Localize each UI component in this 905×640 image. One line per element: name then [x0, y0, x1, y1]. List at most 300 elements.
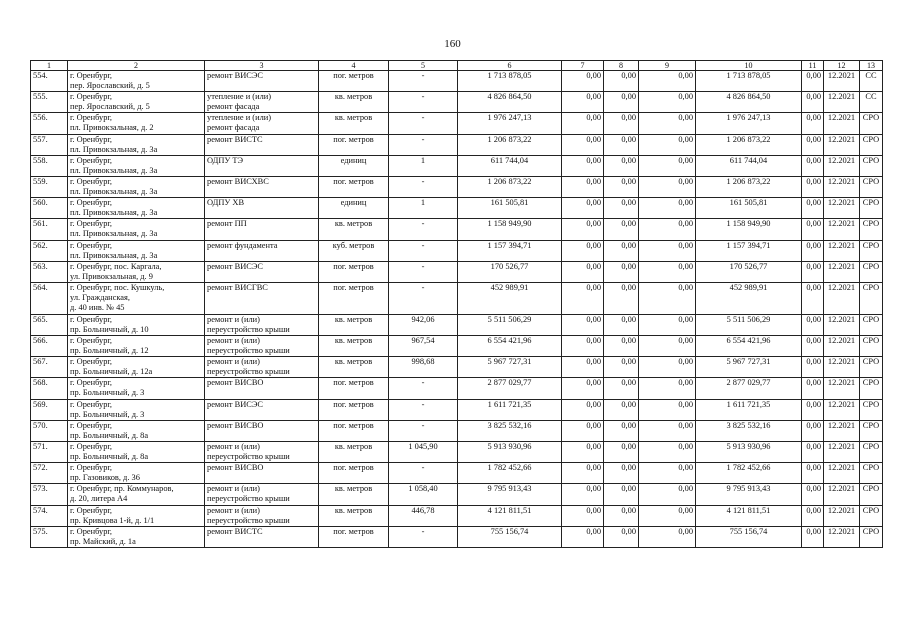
- address-cell-line: пл. Привокзальная, д. 2: [70, 123, 154, 133]
- value-cell-11: 0,00: [802, 198, 824, 219]
- column-header-13: 13: [860, 61, 883, 71]
- work-type-cell-line: переустройство крыши: [207, 494, 290, 504]
- quantity-cell: 1 058,40: [389, 484, 458, 505]
- value-cell-9: 0,00: [639, 420, 696, 441]
- quantity-cell: -: [389, 463, 458, 484]
- address-cell-line: пр. Больничный, д. 8а: [70, 430, 149, 440]
- unit-cell: кв. метров: [319, 219, 389, 240]
- work-type-cell: [205, 336, 319, 357]
- address-cell-line: г. Оренбург, пр. Коммунаров,: [70, 484, 174, 494]
- column-header-4: 4: [319, 61, 389, 71]
- work-type-cell: [205, 357, 319, 378]
- cost-cell: 611 744,04: [458, 155, 562, 176]
- value-cell-8: 0,00: [604, 463, 639, 484]
- work-type-cell-line: переустройство крыши: [207, 452, 290, 461]
- unit-cell: пог. метров: [319, 261, 389, 282]
- value-cell-9: 0,00: [639, 378, 696, 399]
- value-cell-9: 0,00: [639, 282, 696, 314]
- address-cell-line: г. Оренбург,: [70, 336, 113, 346]
- value-cell-9: 0,00: [639, 399, 696, 420]
- address-cell-line: пл. Привокзальная, д. 3а: [70, 250, 158, 260]
- work-type-cell-line: ремонт ВИСЭС: [207, 71, 263, 80]
- address-cell: [68, 526, 205, 547]
- address-cell-line: г. Оренбург,: [70, 420, 113, 430]
- column-header-8: 8: [604, 61, 639, 71]
- address-cell: [68, 219, 205, 240]
- work-type-cell: [205, 399, 319, 420]
- table-row: [31, 198, 883, 219]
- deadline-cell: 12.2021: [824, 219, 860, 240]
- work-type-cell-line: ремонт ВИСТС: [207, 526, 263, 536]
- work-type-cell-line: ремонт и (или): [207, 442, 260, 451]
- address-cell-line: пр. Больничный, д. 12а: [70, 367, 153, 377]
- value-cell-8: 0,00: [604, 240, 639, 261]
- value-cell-7: 0,00: [562, 442, 604, 463]
- work-type-cell: [205, 261, 319, 282]
- deadline-cell: 12.2021: [824, 420, 860, 441]
- value-cell-8: 0,00: [604, 92, 639, 113]
- value-cell-9: 0,00: [639, 240, 696, 261]
- total-cost-cell: 1 611 721,35: [696, 399, 802, 420]
- row-number: 555.: [31, 92, 68, 113]
- deadline-cell: 12.2021: [824, 198, 860, 219]
- source-cell: СРО: [860, 282, 883, 314]
- table-row: [31, 505, 883, 526]
- value-cell-11: 0,00: [802, 442, 824, 463]
- table-row: [31, 71, 883, 92]
- unit-cell: кв. метров: [319, 336, 389, 357]
- value-cell-11: 0,00: [802, 463, 824, 484]
- source-cell: СРО: [860, 155, 883, 176]
- address-cell-line: г. Оренбург,: [70, 219, 113, 229]
- value-cell-9: 0,00: [639, 526, 696, 547]
- deadline-cell: 12.2021: [824, 336, 860, 357]
- value-cell-7: 0,00: [562, 134, 604, 155]
- row-number: 574.: [31, 505, 68, 526]
- total-cost-cell: 161 505,81: [696, 198, 802, 219]
- value-cell-11: 0,00: [802, 378, 824, 399]
- source-cell: СС: [860, 71, 883, 92]
- address-cell-line: г. Оренбург,: [70, 71, 113, 80]
- value-cell-8: 0,00: [604, 176, 639, 197]
- deadline-cell: 12.2021: [824, 261, 860, 282]
- value-cell-9: 0,00: [639, 198, 696, 219]
- work-type-cell-line: ремонт и (или): [207, 505, 260, 515]
- address-cell-line: пр. Кривцова 1-й, д. 1/1: [70, 515, 155, 525]
- address-cell-line: пр. Больничный, д. 8а: [70, 452, 149, 461]
- quantity-cell: -: [389, 526, 458, 547]
- row-number: 569.: [31, 399, 68, 420]
- value-cell-11: 0,00: [802, 314, 824, 335]
- value-cell-8: 0,00: [604, 442, 639, 463]
- work-type-cell-line: утепление и (или): [207, 92, 272, 102]
- value-cell-8: 0,00: [604, 526, 639, 547]
- quantity-cell: 942,06: [389, 314, 458, 335]
- value-cell-7: 0,00: [562, 282, 604, 314]
- address-cell-line: г. Оренбург,: [70, 526, 113, 536]
- value-cell-8: 0,00: [604, 378, 639, 399]
- unit-cell: пог. метров: [319, 420, 389, 441]
- work-type-cell-line: ремонт ПП: [207, 219, 247, 229]
- work-type-cell: [205, 113, 319, 134]
- work-type-cell-line: ремонт ВИСХВС: [207, 176, 269, 186]
- address-cell-line: г. Оренбург,: [70, 399, 113, 409]
- value-cell-7: 0,00: [562, 357, 604, 378]
- address-cell-line: г. Оренбург,: [70, 155, 113, 165]
- column-header-5: 5: [389, 61, 458, 71]
- address-cell: [68, 399, 205, 420]
- total-cost-cell: 1 206 873,22: [696, 134, 802, 155]
- address-cell-line: пер. Ярославский, д. 5: [70, 81, 150, 90]
- address-cell: [68, 71, 205, 92]
- total-cost-cell: 452 989,91: [696, 282, 802, 314]
- unit-cell: пог. метров: [319, 463, 389, 484]
- table-row: [31, 399, 883, 420]
- cost-cell: 161 505,81: [458, 198, 562, 219]
- cost-cell: 452 989,91: [458, 282, 562, 314]
- address-cell: [68, 261, 205, 282]
- cost-cell: 2 877 029,77: [458, 378, 562, 399]
- address-cell-line: г. Оренбург,: [70, 314, 113, 324]
- source-cell: СС: [860, 92, 883, 113]
- row-number: 575.: [31, 526, 68, 547]
- cost-cell: 1 976 247,13: [458, 113, 562, 134]
- column-header-10: 10: [696, 61, 802, 71]
- work-type-cell: [205, 71, 319, 92]
- value-cell-11: 0,00: [802, 336, 824, 357]
- work-type-cell-line: переустройство крыши: [207, 346, 290, 356]
- source-cell: СРО: [860, 399, 883, 420]
- work-type-cell-line: ремонт фундамента: [207, 240, 278, 250]
- work-type-cell: [205, 484, 319, 505]
- value-cell-8: 0,00: [604, 282, 639, 314]
- quantity-cell: 446,78: [389, 505, 458, 526]
- address-cell-line: пр. Больничный, д. 3: [70, 388, 145, 398]
- row-number: 573.: [31, 484, 68, 505]
- work-type-cell: [205, 378, 319, 399]
- quantity-cell: -: [389, 113, 458, 134]
- value-cell-9: 0,00: [639, 92, 696, 113]
- address-cell-line: г. Оренбург,: [70, 113, 113, 123]
- value-cell-8: 0,00: [604, 314, 639, 335]
- deadline-cell: 12.2021: [824, 463, 860, 484]
- value-cell-7: 0,00: [562, 71, 604, 92]
- work-type-cell-line: ремонт ВИСЭС: [207, 261, 263, 271]
- column-header-1: 1: [31, 61, 68, 71]
- value-cell-11: 0,00: [802, 484, 824, 505]
- quantity-cell: 1: [389, 155, 458, 176]
- quantity-cell: -: [389, 92, 458, 113]
- deadline-cell: 12.2021: [824, 282, 860, 314]
- work-type-cell: [205, 155, 319, 176]
- value-cell-9: 0,00: [639, 314, 696, 335]
- row-number: 559.: [31, 176, 68, 197]
- source-cell: СРО: [860, 219, 883, 240]
- cost-cell: 1 206 873,22: [458, 176, 562, 197]
- total-cost-cell: 755 156,74: [696, 526, 802, 547]
- deadline-cell: 12.2021: [824, 176, 860, 197]
- table-row: [31, 357, 883, 378]
- cost-cell: 1 713 878,05: [458, 71, 562, 92]
- unit-cell: кв. метров: [319, 92, 389, 113]
- cost-cell: 1 611 721,35: [458, 399, 562, 420]
- address-cell: [68, 336, 205, 357]
- cost-cell: 1 782 452,66: [458, 463, 562, 484]
- value-cell-7: 0,00: [562, 314, 604, 335]
- row-number: 558.: [31, 155, 68, 176]
- work-type-cell-line: переустройство крыши: [207, 367, 290, 377]
- value-cell-7: 0,00: [562, 336, 604, 357]
- total-cost-cell: 5 511 506,29: [696, 314, 802, 335]
- work-type-cell: [205, 526, 319, 547]
- value-cell-7: 0,00: [562, 155, 604, 176]
- address-cell: [68, 134, 205, 155]
- work-type-cell: [205, 219, 319, 240]
- value-cell-11: 0,00: [802, 134, 824, 155]
- source-cell: СРО: [860, 505, 883, 526]
- value-cell-11: 0,00: [802, 71, 824, 92]
- address-cell-line: г. Оренбург, пос. Каргала,: [70, 261, 162, 271]
- value-cell-7: 0,00: [562, 463, 604, 484]
- table-row: [31, 261, 883, 282]
- work-type-cell-line: ремонт ВИСВО: [207, 420, 264, 430]
- column-number-row: [31, 61, 883, 71]
- source-cell: СРО: [860, 420, 883, 441]
- row-number: 572.: [31, 463, 68, 484]
- address-cell-line: пл. Привокзальная, д. 3а: [70, 208, 158, 218]
- address-cell-line: г. Оренбург,: [70, 92, 113, 102]
- row-number: 565.: [31, 314, 68, 335]
- column-header-12: 12: [824, 61, 860, 71]
- value-cell-7: 0,00: [562, 526, 604, 547]
- cost-cell: 4 121 811,51: [458, 505, 562, 526]
- value-cell-11: 0,00: [802, 92, 824, 113]
- total-cost-cell: 2 877 029,77: [696, 378, 802, 399]
- quantity-cell: -: [389, 378, 458, 399]
- table-row: [31, 219, 883, 240]
- address-cell-line: г. Оренбург, пос. Кушкуль,: [70, 282, 165, 292]
- work-type-cell-line: ремонт и (или): [207, 357, 260, 367]
- quantity-cell: -: [389, 134, 458, 155]
- work-type-cell-line: переустройство крыши: [207, 515, 290, 525]
- work-type-cell: [205, 176, 319, 197]
- cost-cell: 4 826 864,50: [458, 92, 562, 113]
- value-cell-9: 0,00: [639, 261, 696, 282]
- table-row: [31, 134, 883, 155]
- unit-cell: кв. метров: [319, 484, 389, 505]
- deadline-cell: 12.2021: [824, 378, 860, 399]
- unit-cell: единиц: [319, 198, 389, 219]
- value-cell-7: 0,00: [562, 176, 604, 197]
- work-type-cell-line: ремонт и (или): [207, 314, 260, 324]
- work-type-cell-line: ремонт ВИСВО: [207, 378, 264, 388]
- quantity-cell: 1: [389, 198, 458, 219]
- value-cell-9: 0,00: [639, 357, 696, 378]
- cost-cell: 755 156,74: [458, 526, 562, 547]
- value-cell-7: 0,00: [562, 92, 604, 113]
- value-cell-9: 0,00: [639, 134, 696, 155]
- deadline-cell: 12.2021: [824, 92, 860, 113]
- address-cell-line: ул. Привокзальная, д. 9: [70, 271, 153, 281]
- table-row: [31, 314, 883, 335]
- value-cell-8: 0,00: [604, 198, 639, 219]
- value-cell-7: 0,00: [562, 261, 604, 282]
- unit-cell: пог. метров: [319, 71, 389, 92]
- address-cell-line: пл. Привокзальная, д. 3а: [70, 144, 158, 154]
- quantity-cell: 998,68: [389, 357, 458, 378]
- value-cell-9: 0,00: [639, 219, 696, 240]
- value-cell-11: 0,00: [802, 357, 824, 378]
- work-type-cell-line: ремонт и (или): [207, 484, 260, 494]
- work-type-cell-line: утепление и (или): [207, 113, 272, 123]
- deadline-cell: 12.2021: [824, 155, 860, 176]
- row-number: 564.: [31, 282, 68, 314]
- cost-cell: 5 913 930,96: [458, 442, 562, 463]
- value-cell-9: 0,00: [639, 463, 696, 484]
- value-cell-9: 0,00: [639, 442, 696, 463]
- table-row: [31, 92, 883, 113]
- total-cost-cell: 5 967 727,31: [696, 357, 802, 378]
- address-cell: [68, 282, 205, 314]
- source-cell: СРО: [860, 134, 883, 155]
- value-cell-8: 0,00: [604, 71, 639, 92]
- address-cell: [68, 240, 205, 261]
- total-cost-cell: 1 158 949,90: [696, 219, 802, 240]
- value-cell-8: 0,00: [604, 357, 639, 378]
- row-number: 557.: [31, 134, 68, 155]
- work-type-cell: [205, 463, 319, 484]
- value-cell-11: 0,00: [802, 505, 824, 526]
- unit-cell: пог. метров: [319, 134, 389, 155]
- work-type-cell: [205, 420, 319, 441]
- value-cell-8: 0,00: [604, 155, 639, 176]
- source-cell: СРО: [860, 357, 883, 378]
- work-type-cell-line: ремонт ВИСВО: [207, 463, 264, 473]
- source-cell: СРО: [860, 463, 883, 484]
- address-cell-line: д. 20, литера А4: [70, 494, 128, 504]
- source-cell: СРО: [860, 526, 883, 547]
- address-cell-line: пл. Привокзальная, д. 3а: [70, 229, 158, 239]
- deadline-cell: 12.2021: [824, 71, 860, 92]
- source-cell: СРО: [860, 176, 883, 197]
- total-cost-cell: 170 526,77: [696, 261, 802, 282]
- cost-cell: 3 825 532,16: [458, 420, 562, 441]
- row-number: 563.: [31, 261, 68, 282]
- work-type-cell: [205, 442, 319, 463]
- address-cell: [68, 113, 205, 134]
- deadline-cell: 12.2021: [824, 526, 860, 547]
- quantity-cell: -: [389, 240, 458, 261]
- quantity-cell: -: [389, 399, 458, 420]
- column-header-7: 7: [562, 61, 604, 71]
- value-cell-11: 0,00: [802, 526, 824, 547]
- value-cell-8: 0,00: [604, 484, 639, 505]
- source-cell: СРО: [860, 336, 883, 357]
- table-row: [31, 442, 883, 463]
- address-cell: [68, 198, 205, 219]
- work-type-cell-line: ремонт и (или): [207, 336, 260, 346]
- row-number: 554.: [31, 71, 68, 92]
- value-cell-11: 0,00: [802, 113, 824, 134]
- value-cell-11: 0,00: [802, 155, 824, 176]
- unit-cell: пог. метров: [319, 399, 389, 420]
- deadline-cell: 12.2021: [824, 357, 860, 378]
- deadline-cell: 12.2021: [824, 505, 860, 526]
- address-cell: [68, 155, 205, 176]
- total-cost-cell: 5 913 930,96: [696, 442, 802, 463]
- address-cell-line: г. Оренбург,: [70, 134, 113, 144]
- quantity-cell: 1 045,90: [389, 442, 458, 463]
- address-cell: [68, 176, 205, 197]
- total-cost-cell: 1 976 247,13: [696, 113, 802, 134]
- unit-cell: кв. метров: [319, 113, 389, 134]
- unit-cell: кв. метров: [319, 442, 389, 463]
- row-number: 568.: [31, 378, 68, 399]
- register-table: [30, 60, 883, 548]
- cost-cell: 6 554 421,96: [458, 336, 562, 357]
- cost-cell: 170 526,77: [458, 261, 562, 282]
- work-type-cell-line: ремонт ВИСЭС: [207, 399, 263, 409]
- address-cell-line: г. Оренбург,: [70, 176, 113, 186]
- source-cell: СРО: [860, 314, 883, 335]
- total-cost-cell: 4 826 864,50: [696, 92, 802, 113]
- source-cell: СРО: [860, 240, 883, 261]
- column-header-9: 9: [639, 61, 696, 71]
- row-number: 561.: [31, 219, 68, 240]
- row-number: 560.: [31, 198, 68, 219]
- row-number: 571.: [31, 442, 68, 463]
- value-cell-8: 0,00: [604, 219, 639, 240]
- value-cell-8: 0,00: [604, 134, 639, 155]
- unit-cell: кв. метров: [319, 505, 389, 526]
- cost-cell: 1 158 949,90: [458, 219, 562, 240]
- unit-cell: пог. метров: [319, 526, 389, 547]
- table-row: [31, 526, 883, 547]
- source-cell: СРО: [860, 198, 883, 219]
- address-cell-line: г. Оренбург,: [70, 463, 113, 473]
- quantity-cell: -: [389, 71, 458, 92]
- address-cell-line: пр. Больничный, д. 3: [70, 409, 145, 419]
- total-cost-cell: 1 206 873,22: [696, 176, 802, 197]
- address-cell: [68, 420, 205, 441]
- value-cell-8: 0,00: [604, 336, 639, 357]
- total-cost-cell: 3 825 532,16: [696, 420, 802, 441]
- deadline-cell: 12.2021: [824, 240, 860, 261]
- value-cell-8: 0,00: [604, 505, 639, 526]
- value-cell-9: 0,00: [639, 155, 696, 176]
- value-cell-8: 0,00: [604, 261, 639, 282]
- source-cell: СРО: [860, 442, 883, 463]
- unit-cell: пог. метров: [319, 378, 389, 399]
- value-cell-7: 0,00: [562, 198, 604, 219]
- value-cell-11: 0,00: [802, 261, 824, 282]
- address-cell-line: г. Оренбург,: [70, 505, 113, 515]
- work-type-cell-line: ОДПУ ТЭ: [207, 155, 244, 165]
- work-type-cell: [205, 314, 319, 335]
- cost-cell: 5 967 727,31: [458, 357, 562, 378]
- address-cell: [68, 463, 205, 484]
- address-cell: [68, 484, 205, 505]
- address-cell-line: пер. Ярославский, д. 5: [70, 102, 150, 112]
- row-number: 566.: [31, 336, 68, 357]
- value-cell-8: 0,00: [604, 113, 639, 134]
- value-cell-11: 0,00: [802, 282, 824, 314]
- address-cell: [68, 505, 205, 526]
- work-type-cell-line: ремонт фасада: [207, 102, 260, 112]
- row-number: 562.: [31, 240, 68, 261]
- table-row: [31, 155, 883, 176]
- row-number: 556.: [31, 113, 68, 134]
